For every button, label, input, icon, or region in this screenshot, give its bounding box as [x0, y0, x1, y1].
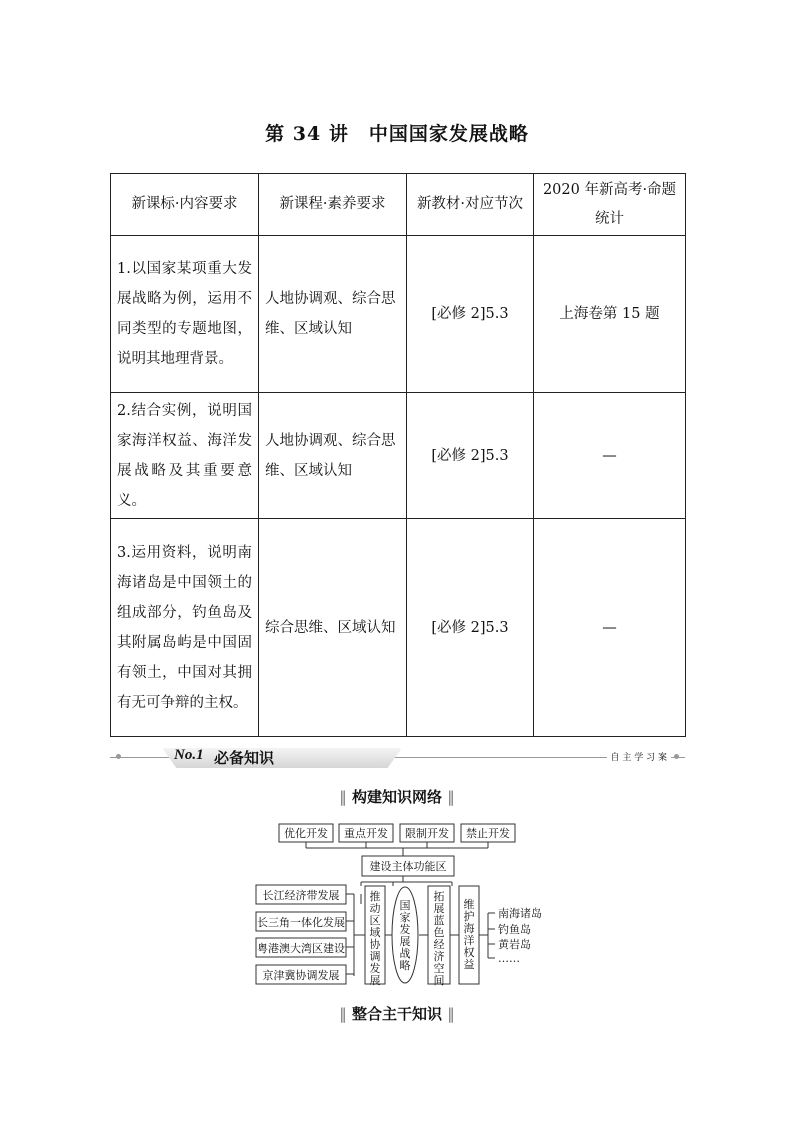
regional-label: 推动区域协调发展 — [369, 890, 381, 987]
island-label: 黄岩岛 — [498, 938, 531, 951]
section-heading-text: 整合主干知识 — [351, 1005, 442, 1023]
table-cell: [必修 2]5.3 — [407, 393, 534, 519]
section-heading-text: 构建知识网络 — [351, 788, 442, 806]
island-label: 南海诸岛 — [498, 907, 542, 920]
center-label: 国家发展战略 — [399, 899, 411, 972]
table-cell: 1.以国家某项重大发展战略为例，运用不同类型的专题地图，说明其地理背景。 — [111, 236, 259, 393]
top-box-label: 限制开发 — [405, 827, 449, 840]
banner-dot — [674, 754, 679, 759]
header-exam-statistics: 2020 年新高考·命题统计 — [534, 174, 686, 236]
header-textbook-section: 新教材·对应节次 — [407, 174, 534, 236]
requirements-table — [110, 173, 686, 737]
table-row — [111, 393, 686, 519]
top-box-label: 优化开发 — [284, 827, 328, 840]
section-heading-main — [0, 1003, 794, 1024]
table-row — [111, 519, 686, 737]
table-row — [111, 236, 686, 393]
top-box-label: 禁止开发 — [466, 827, 510, 840]
table-cell: [必修 2]5.3 — [407, 236, 534, 393]
banner-label: 必备知识 — [214, 749, 275, 767]
header-literacy-requirement: 新课程·素养要求 — [259, 174, 407, 236]
banner-dot — [116, 754, 121, 759]
island-label: …… — [498, 952, 520, 965]
table-cell: [必修 2]5.3 — [407, 519, 534, 737]
header-content-requirement: 新课标·内容要求 — [111, 174, 259, 236]
table-cell: — — [534, 393, 686, 519]
green-label: 拓展蓝色经济空间 — [433, 890, 445, 987]
left-box-label: 京津冀协调发展 — [262, 969, 340, 982]
table-cell: 上海卷第 15 题 — [534, 236, 686, 393]
banner-right-label: 自 主 学 习 案 — [607, 750, 671, 763]
heading-bar-icon: ‖ — [339, 788, 347, 806]
heading-bar-icon: ‖ — [339, 1005, 347, 1023]
top-box-label: 重点开发 — [344, 827, 388, 840]
page-title: 第 34 讲 中国国家发展战略 — [265, 123, 529, 145]
table-cell: 人地协调观、综合思维、区域认知 — [259, 393, 407, 519]
section-heading-network — [0, 786, 794, 807]
table-cell: 3.运用资料，说明南海诸岛是中国领土的组成部分，钓鱼岛及其附属岛屿是中国固有领土，中国对其拥有无可争辩的主权。 — [111, 519, 259, 737]
main-function-label: 建设主体功能区 — [369, 860, 447, 873]
table-cell: 人地协调观、综合思维、区域认知 — [259, 236, 407, 393]
heading-bar-icon: ‖ — [447, 1005, 455, 1023]
table-cell: 2.结合实例，说明国家海洋权益、海洋发展战略及其重要意义。 — [111, 393, 259, 519]
heading-bar-icon: ‖ — [447, 788, 455, 806]
table-cell: 综合思维、区域认知 — [259, 519, 407, 737]
knowledge-network-diagram — [245, 818, 550, 990]
section-banner — [110, 746, 685, 768]
table-header-row — [111, 174, 686, 236]
island-label: 钓鱼岛 — [498, 923, 531, 936]
banner-number: No.1 — [174, 747, 204, 763]
table-cell: — — [534, 519, 686, 737]
left-box-label: 长三角一体化发展 — [257, 916, 345, 929]
left-box-label: 长江经济带发展 — [262, 889, 340, 902]
left-box-label: 粤港澳大湾区建设 — [257, 942, 345, 955]
ocean-label: 维护海洋权益 — [463, 898, 475, 971]
